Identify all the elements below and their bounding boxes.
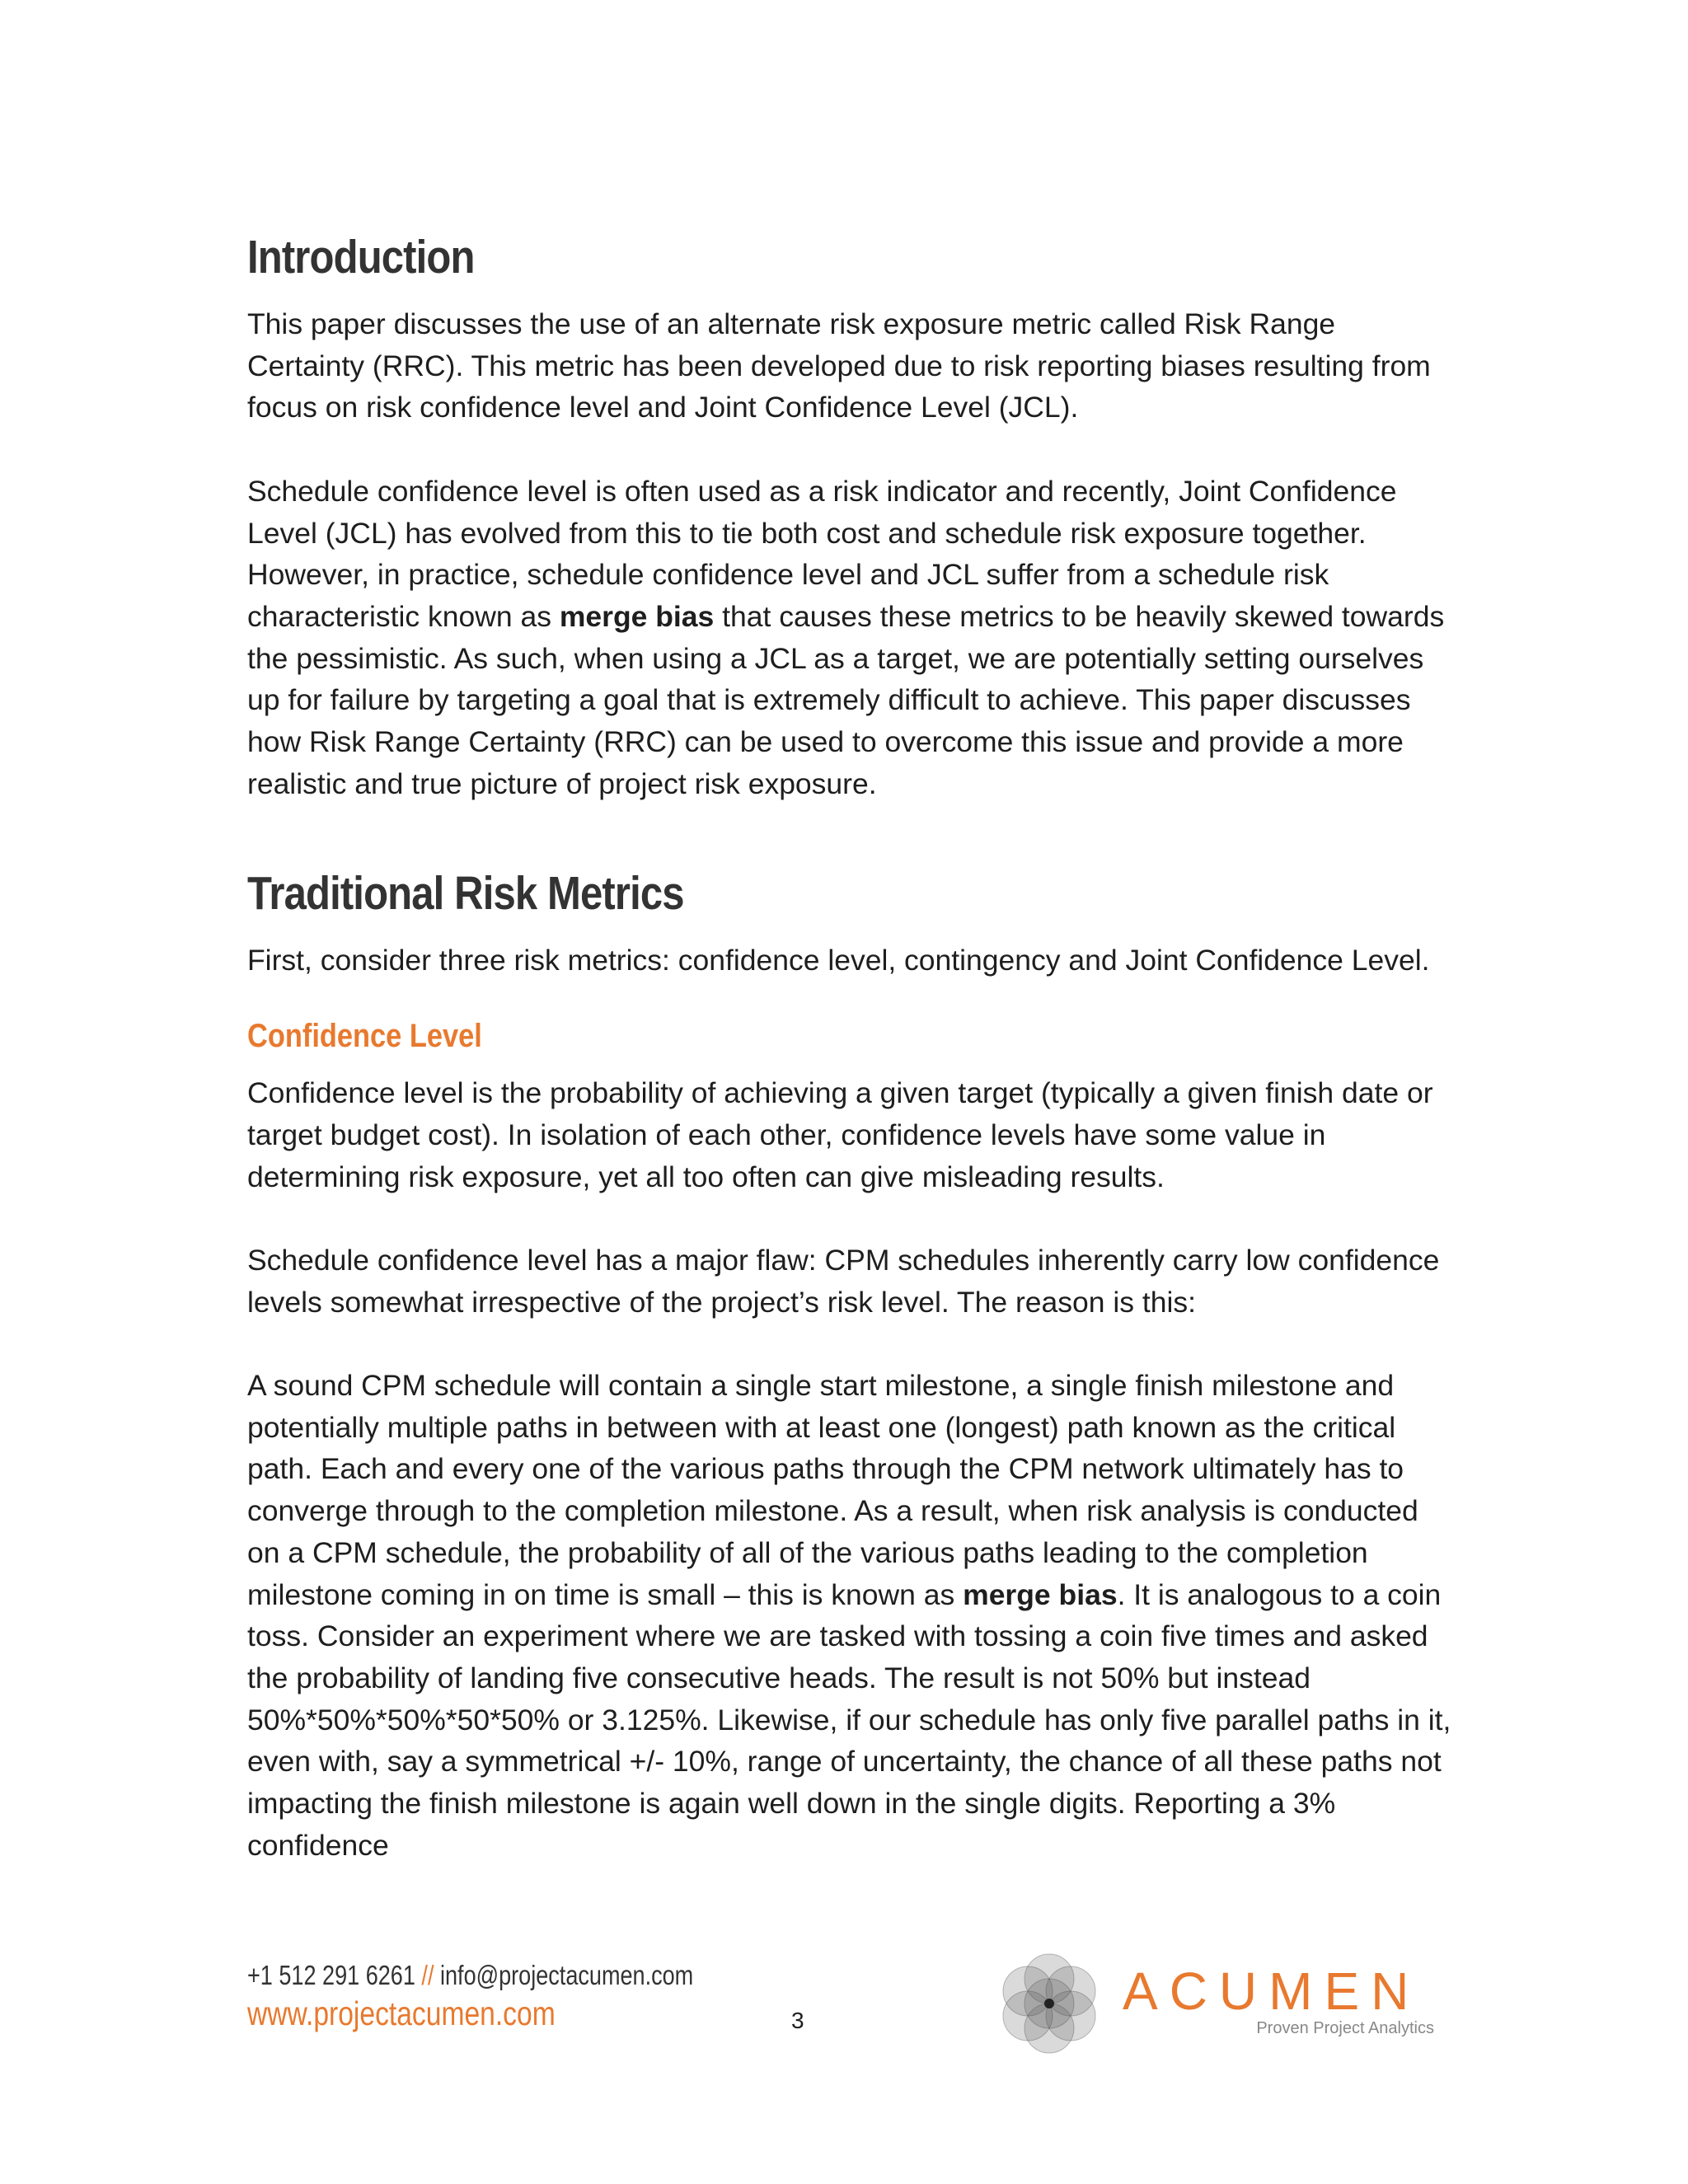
page-number: 3 [791, 2008, 804, 2033]
intro-paragraph-2 [247, 471, 1459, 805]
footer-separator: // [421, 1960, 434, 1990]
footer-contact [247, 1960, 693, 1991]
confidence-p3-text-start: A sound CPM schedule will contain a single start milestone, a single finish milestone and potentially multiple paths in between with at least one (longest) path known as the critical path. Each and every one of the various paths through the CPM network ultimately has to converge through to the completion milestone. As a result, when risk analysis is conducted on a CPM schedule, the probability of all of the various paths leading to the completion milestone coming in on time is small – this is known as [247, 1369, 1418, 1611]
page-content [247, 223, 1459, 1866]
footer-website-link[interactable]: www.projectacumen.com [247, 1994, 556, 2032]
acumen-logo-icon [987, 1942, 1111, 2065]
brand-tagline: Proven Project Analytics [1256, 2019, 1434, 2037]
confidence-paragraph-3 [247, 1365, 1459, 1866]
intro-p2-text-end: that causes these metrics to be heavily skewed towards the pessimistic. As such, when using a JCL as a target, we are potentially setting ourselves up for failure by targeting a goal that is extremely difficult to achieve. This paper discusses how Risk Range Certainty (RRC) can be used to overcome this issue and provide a more realistic and true picture of project risk exposure. [247, 599, 1445, 800]
footer-phone: +1 512 291 6261 [247, 1960, 415, 1990]
brand-block [1123, 1961, 1434, 2038]
confidence-paragraph-2: Schedule confidence level has a major flaw: CPM schedules inherently carry low confidence levels somewhat irrespective of the project’s risk level. The reason is this: [247, 1243, 1440, 1319]
intro-p2-text-start: Schedule confidence level is often used as a risk indicator and recently, Joint Confidence Level (JCL) has evolved from this to tie both cost and schedule risk exposure together. However, in practice, schedule confidence level and JCL suffer from a schedule risk characteristic known as [247, 474, 1397, 633]
subheading-confidence-level: Confidence Level [247, 1018, 482, 1055]
brand-name: ACUMEN [1123, 1961, 1421, 2021]
heading-traditional-risk-metrics: Traditional Risk Metrics [247, 867, 684, 921]
intro-p2-bold-term: merge bias [559, 599, 715, 633]
confidence-p3-bold-term: merge bias [963, 1577, 1118, 1611]
intro-paragraph-1: This paper discusses the use of an alternate risk exposure metric called Risk Range Certainty (RRC). This metric has been developed due to risk reporting biases resulting from focus on risk confidence level and Joint Confidence Level (JCL). [247, 307, 1431, 424]
traditional-paragraph-1: First, consider three risk metrics: confidence level, contingency and Joint Confidence Level. [247, 944, 1430, 977]
confidence-paragraph-1: Confidence level is the probability of achieving a given target (typically a given finish date or target budget cost). In isolation of each other, confidence levels have some value in determining risk exposure, yet all too often can give misleading results. [247, 1076, 1433, 1193]
footer-email[interactable]: info@projectacumen.com [439, 1960, 694, 1990]
heading-introduction: Introduction [247, 231, 475, 284]
confidence-p3-text-end: . It is analogous to a coin toss. Consider an experiment where we are tasked with tossing a coin five times and asked the probability of landing five consecutive heads. The result is not 50% but instead 50%*50%*50%*50*50% or 3.125%. Likewise, if our schedule has only five parallel paths in it, even with, say a symmetrical +/- 10%, range of uncertainty, the chance of all these paths not impacting the finish milestone is again well down in the single digits. Reporting a 3% confidence [247, 1577, 1451, 1862]
